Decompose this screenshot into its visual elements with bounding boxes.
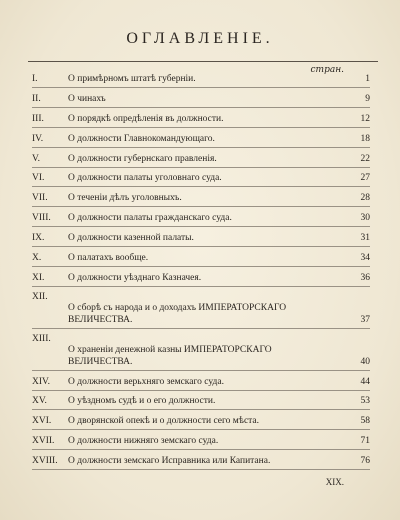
- row-divider: [32, 370, 370, 371]
- chapter-title-line: ВЕЛИЧЕСТВА.: [68, 356, 133, 367]
- row-divider: [32, 286, 370, 287]
- chapter-number: I.: [32, 74, 38, 84]
- chapter-title: [68, 395, 342, 408]
- toc-row: [32, 209, 370, 225]
- chapter-page: 36: [360, 272, 370, 283]
- row-divider: [32, 186, 370, 187]
- chapter-title-line: О храненіи денежной казны ИМПЕРАТОРСКАГО: [68, 344, 272, 355]
- row-divider: [32, 449, 370, 450]
- row-divider: [32, 469, 370, 470]
- chapter-title: [68, 272, 342, 285]
- chapter-title-line: О дворянской опекѣ и о должности сего мѣста.: [68, 416, 260, 427]
- row-divider: [32, 127, 370, 128]
- chapter-page: 37: [360, 314, 370, 325]
- toc-row: [32, 432, 370, 448]
- chapter-title: [68, 415, 342, 428]
- chapter-title-line: О должности казенной палаты.: [68, 233, 194, 244]
- row-divider: [32, 206, 370, 207]
- chapter-page: 44: [360, 376, 370, 387]
- chapter-page: 40: [360, 356, 370, 367]
- chapter-title: [68, 133, 342, 146]
- chapter-number: XII.: [32, 291, 48, 302]
- chapter-number: XVI.: [32, 416, 52, 427]
- toc-row: [32, 229, 370, 245]
- chapter-number: VIII.: [32, 213, 51, 224]
- chapter-title-line: О примѣрномъ штатѣ губерніи.: [68, 74, 196, 84]
- chapter-title-line: О должности земскаго Исправника или Капитана.: [68, 456, 271, 467]
- row-divider: [32, 87, 370, 88]
- catchword: XIX.: [325, 477, 344, 487]
- chapter-title-line: О уѣздномъ судѣ и о его должности.: [68, 396, 216, 407]
- chapter-page: 18: [360, 133, 370, 144]
- chapter-page: 31: [360, 233, 370, 244]
- toc-row: [32, 90, 370, 106]
- chapter-number: XV.: [32, 396, 47, 407]
- chapter-page: 1: [365, 74, 370, 84]
- chapter-number: V.: [32, 153, 41, 164]
- chapter-page: 12: [360, 113, 370, 124]
- toc-row: [32, 412, 370, 428]
- toc-row: [32, 331, 370, 369]
- chapter-number: XIV.: [32, 376, 51, 387]
- chapter-title: [68, 113, 342, 126]
- toc-row: [32, 392, 370, 408]
- table-of-contents: [32, 70, 370, 472]
- toc-row: [32, 169, 370, 185]
- row-divider: [32, 246, 370, 247]
- chapter-number: IX.: [32, 233, 45, 244]
- chapter-number: II.: [32, 93, 41, 104]
- chapter-title: [68, 232, 342, 245]
- row-divider: [32, 226, 370, 227]
- chapter-page: 71: [360, 436, 370, 447]
- toc-row: [32, 130, 370, 146]
- row-divider: [32, 328, 370, 329]
- chapter-title-line: О должности губернскаго правленія.: [68, 153, 217, 164]
- chapter-number: IV.: [32, 133, 44, 144]
- chapter-title: [68, 435, 342, 448]
- chapter-title-line: О сборѣ съ народа и о доходахъ ИМПЕРАТОРСКАГО: [68, 302, 287, 313]
- chapter-title-line: О чинахъ: [68, 93, 106, 104]
- toc-row: [32, 110, 370, 126]
- chapter-number: X.: [32, 253, 42, 264]
- chapter-title-line: О должности палаты гражданскаго суда.: [68, 213, 232, 224]
- chapter-title-line: О порядкѣ опредѣленія въ должности.: [68, 113, 224, 124]
- chapter-number: XI.: [32, 272, 45, 283]
- chapter-page: 58: [360, 416, 370, 427]
- chapter-title-line: ВЕЛИЧЕСТВА.: [68, 314, 133, 325]
- chapter-page: 28: [360, 193, 370, 204]
- chapter-title: [68, 252, 342, 265]
- toc-row: [32, 373, 370, 389]
- row-divider: [32, 429, 370, 430]
- chapter-title-line: О должности верьхняго земскаго суда.: [68, 376, 224, 387]
- chapter-page: 53: [360, 396, 370, 407]
- chapter-title-line: О должности Главнокомандующаго.: [68, 133, 215, 144]
- chapter-title-line: О теченіи дѣлъ уголовныхъ.: [68, 193, 182, 204]
- chapter-page: 34: [360, 253, 370, 264]
- chapter-title: [68, 153, 342, 166]
- row-divider: [32, 409, 370, 410]
- chapter-page: 22: [360, 153, 370, 164]
- chapter-title: [68, 172, 342, 185]
- chapter-number: VI.: [32, 173, 45, 184]
- chapter-number: VII.: [32, 193, 48, 204]
- chapter-page: 9: [365, 93, 370, 104]
- chapter-title: [68, 376, 342, 389]
- chapter-page: 27: [360, 173, 370, 184]
- row-divider: [32, 266, 370, 267]
- chapter-title: [68, 73, 342, 86]
- chapter-title: [68, 212, 342, 225]
- toc-row: [32, 249, 370, 265]
- row-divider: [32, 107, 370, 108]
- chapter-title: [68, 192, 342, 205]
- header-rule: [28, 61, 378, 62]
- chapter-title: [68, 344, 342, 369]
- chapter-number: XVII.: [32, 436, 55, 447]
- chapter-title: [68, 455, 342, 468]
- chapter-page: 76: [360, 456, 370, 467]
- toc-row: [32, 189, 370, 205]
- chapter-title: [68, 302, 342, 327]
- row-divider: [32, 147, 370, 148]
- chapter-number: XVIII.: [32, 456, 58, 467]
- toc-row: [32, 289, 370, 327]
- toc-row: [32, 269, 370, 285]
- toc-row: [32, 150, 370, 166]
- chapter-number: III.: [32, 113, 44, 124]
- toc-row: [32, 70, 370, 86]
- chapter-title-line: О должности уѣзднаго Казначея.: [68, 272, 202, 283]
- chapter-title-line: О должности палаты уголовнаго суда.: [68, 173, 222, 184]
- chapter-title-line: О должности нижняго земскаго суда.: [68, 436, 219, 447]
- chapter-title: [68, 93, 342, 106]
- page-column-label: стран.: [310, 65, 344, 75]
- row-divider: [32, 390, 370, 391]
- chapter-number: XIII.: [32, 333, 51, 344]
- chapter-page: 30: [360, 213, 370, 224]
- toc-row: [32, 452, 370, 468]
- row-divider: [32, 167, 370, 168]
- page-title: ОГЛАВЛЕНІЕ.: [126, 30, 274, 47]
- chapter-title-line: О палатахъ вообще.: [68, 253, 149, 264]
